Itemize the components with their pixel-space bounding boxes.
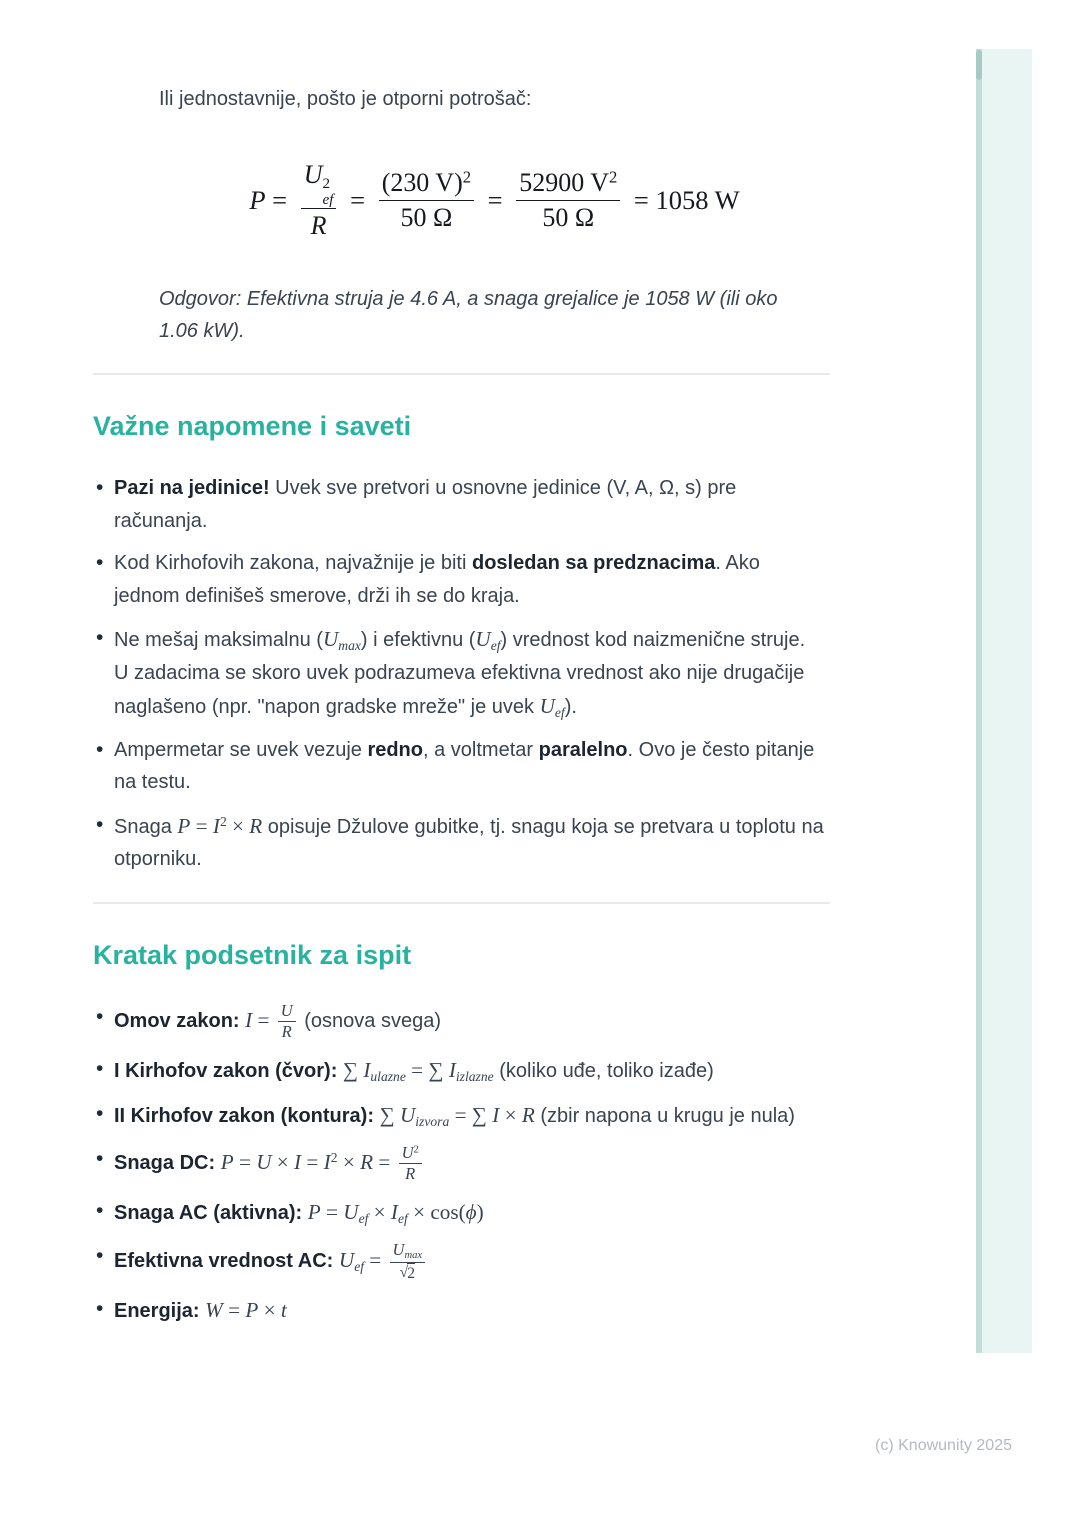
math-text: 2 [608,167,618,187]
math-text: = [190,813,213,838]
content-column [93,0,830,1338]
bold-text: I Kirhofov zakon (čvor): [114,1059,343,1082]
list-item-text [114,739,820,793]
math-text: I [448,1057,456,1082]
bullet-icon: • [96,1146,104,1170]
side-panel [976,49,1032,1353]
text: ) i efektivnu ( [360,628,476,651]
bold-text: Efektivna vrednost AC: [114,1249,339,1272]
math-text: U [338,1247,355,1272]
list-item [93,472,825,537]
power-formula [159,158,830,243]
fraction-denominator [397,1263,418,1283]
math-text: R [249,813,263,838]
list-item [93,1098,825,1133]
list-item [93,1143,825,1185]
bullet-icon: • [96,476,104,500]
math-text: 50 Ω [542,202,595,232]
fraction-denominator [397,201,455,235]
math-text: U [399,1102,416,1127]
math-text: I [390,1199,398,1224]
fraction-denominator [402,1164,418,1185]
sup-sub-stack [323,176,334,208]
text: Snaga [114,815,178,838]
math-text: = [343,184,372,215]
reminder-bullet-list [93,1001,825,1328]
math-text: = ∑ [449,1102,493,1127]
fraction-denominator [308,209,330,243]
fraction [278,1001,296,1043]
math-text: = [481,184,510,215]
math-text: ) [476,1199,484,1224]
math-text: ef [490,637,501,653]
bold-text: paralelno [538,738,628,761]
math-text: 2 [462,167,472,187]
list-item-text [114,813,830,871]
math-text: ef [554,704,565,720]
math-text: 2 [330,1150,338,1166]
bullet-icon: • [96,551,104,575]
math-text: R [310,210,327,240]
math-text: × [226,813,250,838]
list-item [93,1195,825,1230]
math-text: U [256,1149,272,1174]
list-item-text [114,1102,795,1129]
list-item-text [114,552,765,606]
math-text: I [492,1102,500,1127]
text: , a voltmetar [423,738,539,761]
text: Kod Kirhofovih zakona, najvažnije je biti [114,552,472,575]
fraction [379,166,474,235]
math-text: × [258,1298,281,1323]
bold-text: Omov zakon: [114,1010,246,1033]
math-text: I [323,1149,331,1174]
list-item [93,547,825,612]
fraction [301,158,337,243]
math-text: = ∑ [405,1057,449,1082]
math-text: P [245,1298,259,1323]
math-text: R [521,1102,535,1127]
fraction-numerator [379,166,474,201]
text: ). [564,696,577,719]
list-item-text [114,1300,287,1322]
math-text: I [294,1149,302,1174]
math-text: = [320,1199,344,1224]
math-text: U [280,1000,293,1020]
text: Ne mešaj maksimalnu ( [114,628,323,651]
list-item [93,1053,825,1088]
math-text: = [364,1247,387,1272]
list-item-text [114,1239,428,1282]
math-text: ulazne [370,1068,406,1084]
fraction-numerator [278,1001,296,1023]
math-text: = [252,1008,275,1033]
math-text: ef [397,1210,408,1226]
list-item [93,734,825,799]
divider [93,902,830,904]
math-text: = [301,1149,324,1174]
scrollbar-thumb[interactable] [976,50,982,80]
bold-text: Snaga DC: [114,1151,221,1174]
math-text: × [499,1102,522,1127]
bullet-icon: • [96,812,104,836]
math-text: I [363,1057,371,1082]
math-text: 52900 V [519,167,609,197]
math-text: × cos( [407,1199,466,1224]
math-text: (230 V) [381,167,463,197]
bold-text: dosledan sa predznacima [472,552,716,575]
text: ) vrednost kod naizmenične struje. U zadacima se skoro uvek podrazumeva efektivna vrednost ako nije drugačije naglašeno (npr. "napon gradske mreže" je uvek [114,628,811,719]
bullet-icon: • [96,1243,104,1267]
math-text: ef [354,1258,364,1274]
bold-text: Pazi na jedinice! [114,477,270,500]
fraction-numerator [301,158,337,209]
math-text: × [271,1149,295,1174]
math-text: t [280,1298,287,1323]
math-text: izvora [415,1113,450,1129]
fraction [399,1143,422,1185]
math-text: U [343,1199,359,1224]
math-text: I [212,813,220,838]
math-text: × [368,1199,391,1224]
scrollbar-track[interactable] [976,49,982,1353]
square-root [400,1263,415,1283]
math-text: U [392,1239,405,1259]
text: (koliko uđe, toliko izađe) [493,1059,714,1082]
answer-text: Odgovor: Efektivna struja je 4.6 A, a snaga grejalice je 1058 W (ili oko 1.06 kW). [159,287,778,342]
section-title-reminder: Kratak podsetnik za ispit [93,939,412,970]
list-item [93,809,830,876]
math-text: R [360,1149,374,1174]
bullet-icon: • [96,625,104,649]
math-text: R [281,1022,292,1042]
bold-text: Snaga AC (aktivna): [114,1201,308,1224]
text: (zbir napona u krugu je nula) [534,1104,795,1127]
math-text: P [177,813,191,838]
math-text: U [475,626,491,651]
list-item-text [114,1199,484,1226]
math-text: × [337,1149,361,1174]
fraction [390,1240,426,1284]
math-text: = [222,1298,246,1323]
math-text: 50 Ω [400,202,453,232]
math-text: max [404,1249,423,1261]
list-item-text [114,1000,441,1042]
math-text: I [245,1008,253,1033]
bullet-icon: • [96,1004,104,1028]
math-text: U [322,626,339,651]
list-item-text [114,1142,425,1184]
math-text: ∑ [342,1057,364,1082]
fraction-numerator [516,166,620,201]
radical-sign: √ [399,1263,409,1281]
math-text: 2 [413,1144,419,1156]
copyright-text: (c) Knowunity 2025 [875,1437,1012,1454]
intro-text: Ili jednostavnije, pošto je otporni potrošač: [159,88,532,110]
fraction-numerator [390,1240,426,1263]
math-text: R [405,1164,416,1184]
math-text: = [265,184,294,215]
math-text: P [307,1199,321,1224]
math-text: = 1058 W [627,184,740,215]
fraction-denominator [539,201,597,235]
radicand: 2 [407,1264,416,1282]
text: . Ako jednom definišeš smerove, drži ih se do kraja. [114,552,766,607]
bullet-icon: • [96,1056,104,1080]
section-title-notes: Važne napomene i saveti [93,411,412,442]
math-text: W [205,1298,223,1323]
fraction [516,166,620,235]
bullet-icon: • [96,737,104,761]
math-text: U [539,694,555,719]
subscript: ef [322,190,334,208]
text: . Ovo je često pitanje na testu. [114,738,820,794]
list-item-text [114,1057,714,1084]
list-item [93,1240,825,1284]
math-text: = [233,1149,257,1174]
notes-bullet-list [93,472,830,875]
fraction-numerator [399,1143,422,1165]
bold-text: redno [367,738,423,761]
divider [93,373,830,375]
text: (osnova svega) [298,1010,441,1033]
text: Uvek sve pretvori u osnovne jedinice (V, A, Ω, s) pre računanja. [114,477,742,532]
math-text: = [373,1149,396,1174]
math-text: ϕ [465,1199,477,1224]
math-text: ∑ [379,1102,400,1127]
list-item [93,622,825,724]
text: opisuje Džulove gubitke, tj. snagu koja se pretvara u toplotu na otporniku. [114,815,830,871]
bold-text: II Kirhofov zakon (kontura): [114,1104,380,1127]
bullet-icon: • [96,1198,104,1222]
math-text: P [249,184,266,215]
math-text: izlazne [455,1068,494,1084]
math-text: 2 [219,813,227,829]
list-item-text [114,626,811,720]
math-text: P [220,1149,234,1174]
math-text: max [338,637,361,653]
bold-text: Energija: [114,1300,206,1323]
bullet-icon: • [96,1101,104,1125]
list-item [93,1293,825,1327]
fraction-denominator [279,1022,295,1043]
bullet-icon: • [96,1297,104,1321]
math-text: U [401,1142,414,1162]
text: Ampermetar se uvek vezuje [114,738,368,761]
superscript: 2 [322,174,331,192]
math-text: ef [358,1210,369,1226]
math-text: U [303,160,323,189]
list-item [93,1001,825,1043]
list-item-text [114,477,742,531]
